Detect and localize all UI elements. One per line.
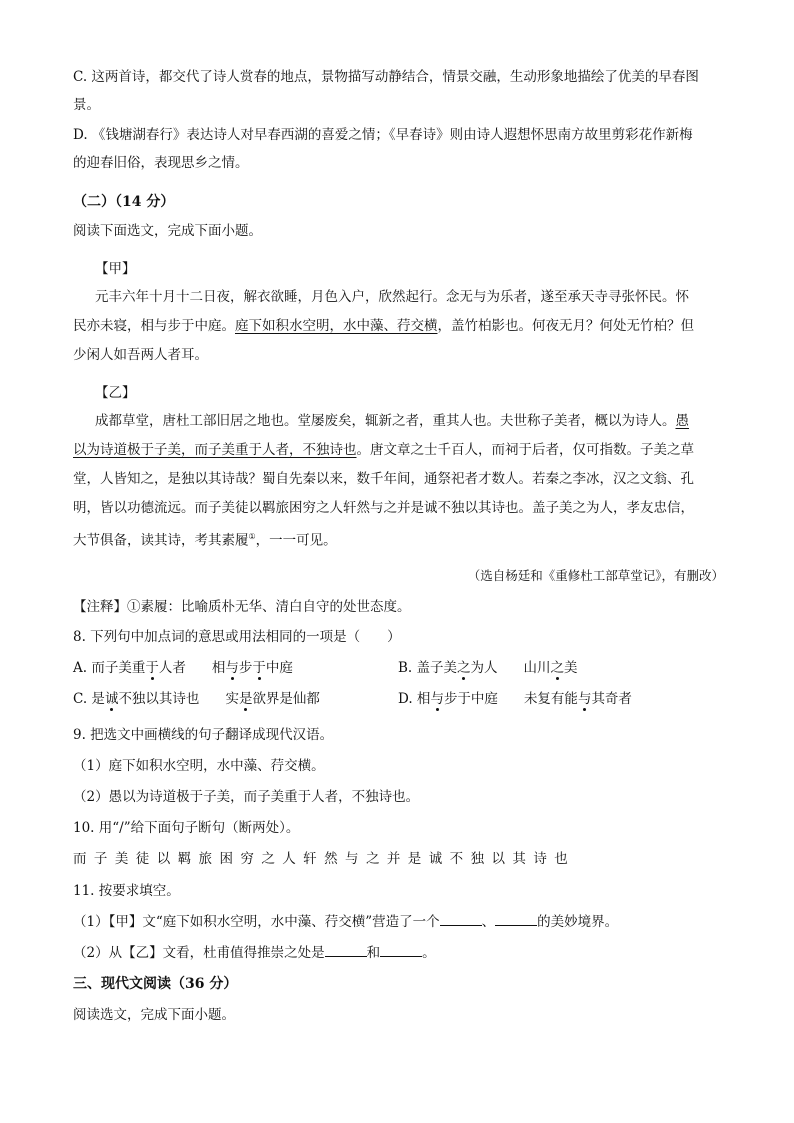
opt-text: 步于中庭 xyxy=(443,691,498,707)
section-3-heading: 三、现代文阅读（36 分） xyxy=(73,976,238,992)
opt-text: 未复有能 xyxy=(523,691,578,707)
opt-text: 为人 xyxy=(470,660,498,676)
option-d-line1: D. 《钱塘湖春行》表达诗人对早春西湖的喜爱之情；《早春诗》则由诗人遐想怀思南方故里剪彩花作新梅 xyxy=(73,127,693,143)
opt-text: 美 xyxy=(564,660,578,676)
q11-text: 和 xyxy=(366,945,381,961)
q11-text: 的美妙境界。 xyxy=(537,914,619,930)
opt-text: 不独以其诗也 xyxy=(118,691,200,707)
opt-text: A. 而子美重 xyxy=(73,660,146,676)
section-2-heading: （二）（14 分） xyxy=(73,194,175,210)
answer-blank[interactable] xyxy=(440,913,482,926)
question-9-stem: 9. 把选文中画横线的句子翻译成现代汉语。 xyxy=(73,727,334,743)
yi-text: ，一一可见。 xyxy=(255,532,337,549)
yi-text: 成都草堂，唐杜工部旧居之地也。堂屡废矣，辄新之者，重其人也。夫世称子美者，概以为诗人。 xyxy=(95,413,676,429)
answer-blank[interactable] xyxy=(325,944,367,957)
passage-jia-line3: 少闲人如吾两人者耳。 xyxy=(73,347,208,363)
question-10-stem: 10. 用“/”给下面句子断句（断两处）。 xyxy=(73,820,300,836)
question-9-item2: （2）愚以为诗道极于子美，而子美重于人者，不独诗也。 xyxy=(73,789,420,805)
q8-option-a[interactable] xyxy=(73,659,293,677)
yi-underlined-start: 愚 xyxy=(675,413,689,429)
question-10-sentence[interactable]: 而子美徒以羁旅困穷之人轩然与之并是诚不独以其诗也 xyxy=(73,851,576,867)
dotted-char: 与 xyxy=(225,660,239,676)
dotted-char: 之 xyxy=(457,660,471,676)
section-3-instruction: 阅读选文，完成下面小题。 xyxy=(73,1007,235,1023)
yi-text: 大节俱备，读其诗，考其素履 xyxy=(73,532,249,549)
section-2-instruction: 阅读下面选文，完成下面小题。 xyxy=(73,223,262,239)
passage-yi-line4: 明，皆以功德流远。而子美徒以羁旅困穷之人轩然与之并是诚不独以其诗也。盖子美之为人，孝友忠信， xyxy=(73,500,694,516)
annotation-note: 【注释】①素履：比喻质朴无华、清白自守的处世态度。 xyxy=(73,599,411,615)
q8-option-c[interactable] xyxy=(73,690,320,708)
passage-source: （选自杨廷和《重修杜工部草堂记》，有删改） xyxy=(467,568,724,583)
q11-text: （2）从【乙】文看，杜甫值得推崇之处是 xyxy=(73,945,325,961)
q8-option-b[interactable] xyxy=(398,659,578,677)
dotted-char: 与 xyxy=(577,691,592,707)
opt-text: B. 盖子美 xyxy=(398,660,458,676)
opt-text: 其奇者 xyxy=(591,691,632,707)
question-11-item1 xyxy=(73,913,618,931)
passage-jia-line2 xyxy=(73,317,694,335)
answer-blank[interactable] xyxy=(495,913,537,926)
passage-yi-line5 xyxy=(73,528,337,550)
yi-underlined-sentence: 以为诗道极于子美，而子美重于人者，不独诗也 xyxy=(73,442,357,458)
opt-text: 人者 xyxy=(158,660,186,676)
answer-blank[interactable] xyxy=(380,944,422,957)
passage-yi-line2 xyxy=(73,441,694,459)
q11-text: （1）【甲】文“庭下如积水空明，水中藻、荇交横”营造了一个 xyxy=(73,914,440,930)
dotted-char: 于 xyxy=(145,660,159,676)
passage-jia-line1: 元丰六年十月十二日夜，解衣欲睡，月色入户，欣然起行。念无与为乐者，遂至承天寺寻张怀民。怀 xyxy=(95,289,689,305)
opt-text: 实 xyxy=(225,691,239,707)
question-9-item1: （1）庭下如积水空明，水中藻、荇交横。 xyxy=(73,758,325,774)
q11-text: 。 xyxy=(422,945,436,961)
opt-text: 步 xyxy=(238,660,253,676)
q8-option-d[interactable] xyxy=(398,690,632,708)
option-c-line1: C. 这两首诗，都交代了诗人赏春的地点，景物描写动静结合，情景交融，生动形象地描绘了优美的早春图 xyxy=(73,69,699,85)
footnote-marker: ① xyxy=(248,532,256,541)
opt-text: 相 xyxy=(211,660,226,676)
opt-text: 中庭 xyxy=(265,660,293,676)
passage-yi-line3: 堂，人皆知之，是独以其诗哉？蜀自先秦以来，数千年间，通祭祀者才数人。若秦之李冰，汉之文翁、孔 xyxy=(73,471,694,487)
dotted-char: 诚 xyxy=(104,691,119,707)
dotted-char: 是 xyxy=(238,691,253,707)
option-c-line2: 景。 xyxy=(73,97,100,113)
opt-text: 欲界是仙都 xyxy=(252,691,320,707)
opt-text: D. 相 xyxy=(398,691,431,707)
q11-text: 、 xyxy=(481,914,496,930)
opt-text: C. 是 xyxy=(73,691,105,707)
jia-underlined-sentence: 庭下如积水空明，水中藻、荇交横 xyxy=(235,318,438,334)
jia-text: 民亦未寝，相与步于中庭。 xyxy=(73,318,235,334)
dotted-char: 与 xyxy=(430,691,444,707)
passage-yi-label: 【乙】 xyxy=(95,385,136,401)
question-11-item2 xyxy=(73,944,436,962)
dotted-char: 于 xyxy=(252,660,266,676)
passage-jia-label: 【甲】 xyxy=(95,261,136,277)
question-11-stem: 11. 按要求填空。 xyxy=(73,883,180,899)
dotted-char: 之 xyxy=(550,660,565,676)
opt-text: 山川 xyxy=(523,660,551,676)
question-8-stem: 8. 下列句中加点词的意思或用法相同的一项是（ ） xyxy=(73,629,401,645)
yi-text: 。唐文章之士千百人，而祠于后者，仅可指数。子美之草 xyxy=(356,442,694,458)
passage-yi-line1 xyxy=(95,412,689,430)
option-d-line2: 的迎春旧俗，表现思乡之情。 xyxy=(73,155,249,171)
jia-text: ，盖竹柏影也。何夜无月？何处无竹柏？但 xyxy=(437,318,694,334)
